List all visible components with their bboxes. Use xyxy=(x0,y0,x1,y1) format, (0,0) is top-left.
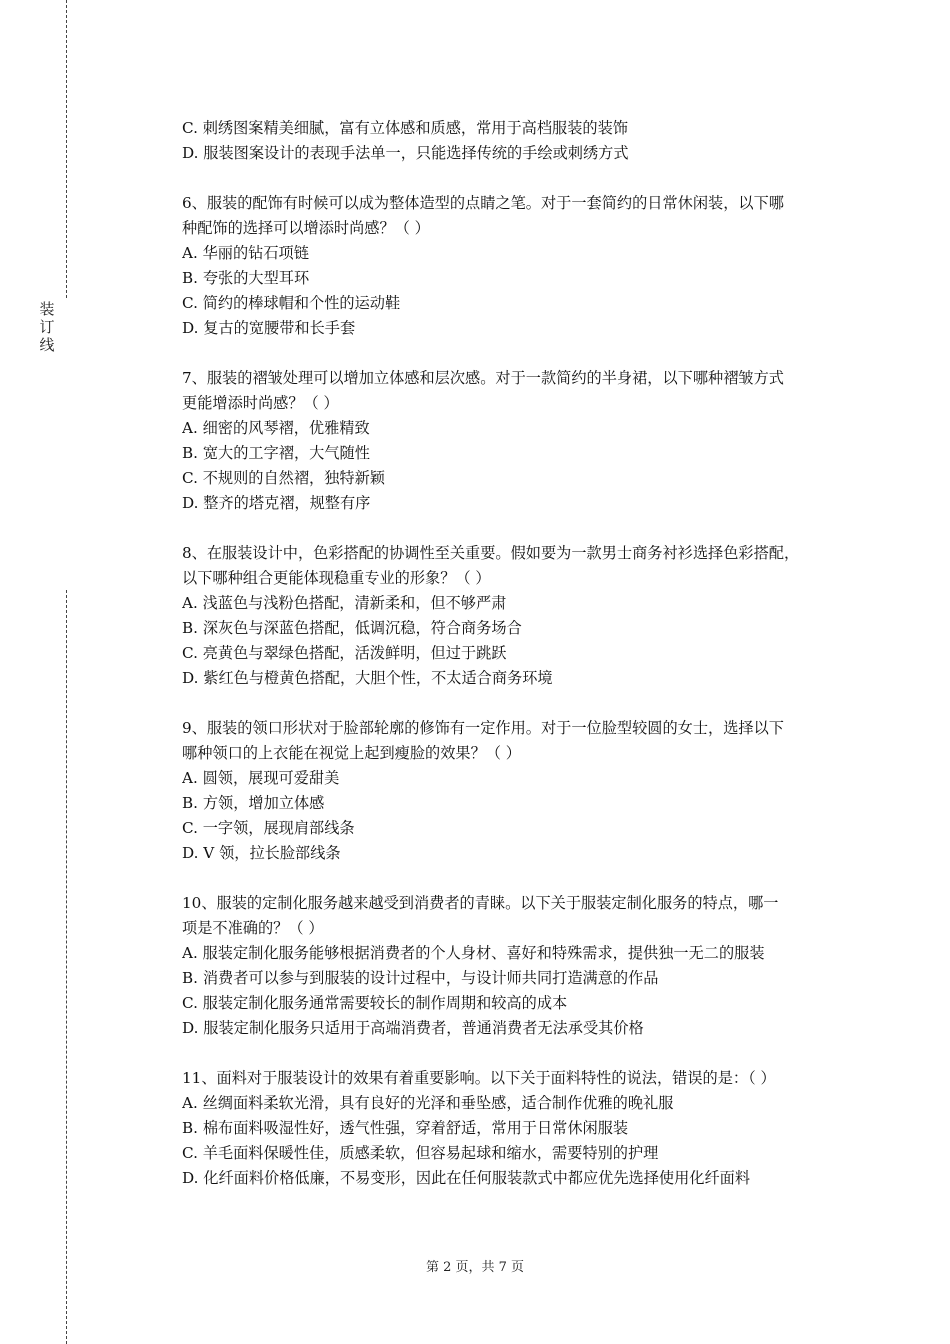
option-d: D. 服装定制化服务只适用于高端消费者，普通消费者无法承受其价格 xyxy=(182,1019,644,1037)
option-a: A. 华丽的钻石项链 xyxy=(182,244,309,262)
binding-label-char: 装 xyxy=(39,300,55,318)
option-c: C. 羊毛面料保暖性佳，质感柔软，但容易起球和缩水，需要特别的护理 xyxy=(182,1144,659,1162)
option-d: D. 紫红色与橙黄色搭配，大胆个性，不太适合商务环境 xyxy=(182,669,553,687)
question-stem: 哪种领口的上衣能在视觉上起到瘦脸的效果？（ ） xyxy=(182,744,521,762)
option-b: B. 深灰色与深蓝色搭配，低调沉稳，符合商务场合 xyxy=(182,619,522,637)
question-8 xyxy=(182,541,842,691)
option-d: D. 化纤面料价格低廉，不易变形，因此在任何服装款式中都应优先选择使用化纤面料 xyxy=(182,1169,751,1187)
question-stem: 种配饰的选择可以增添时尚感？（ ） xyxy=(182,219,430,237)
option-c: C. 服装定制化服务通常需要较长的制作周期和较高的成本 xyxy=(182,994,568,1012)
binding-label-char: 订 xyxy=(39,318,55,336)
option-a: A. 浅蓝色与浅粉色搭配，清新柔和，但不够严肃 xyxy=(182,594,507,612)
question-stem: 7、服装的褶皱处理可以增加立体感和层次感。对于一款简约的半身裙，以下哪种褶皱方式 xyxy=(182,369,784,387)
option-d: D. 整齐的塔克褶，规整有序 xyxy=(182,494,371,512)
binding-dashed-line-bottom xyxy=(66,590,67,1344)
question-6 xyxy=(182,191,842,341)
option-d: D. 服装图案设计的表现手法单一，只能选择传统的手绘或刺绣方式 xyxy=(182,144,629,162)
binding-dashed-line-top xyxy=(66,0,67,298)
option-b: B. 消费者可以参与到服装的设计过程中，与设计师共同打造满意的作品 xyxy=(182,969,659,987)
question-stem: 项是不准确的？（ ） xyxy=(182,919,324,937)
option-a: A. 丝绸面料柔软光滑，具有良好的光泽和垂坠感，适合制作优雅的晚礼服 xyxy=(182,1094,674,1112)
page-number-footer: 第 2 页，共 7 页 xyxy=(425,1260,525,1275)
question-11 xyxy=(182,1066,842,1191)
question-stem: 6、服装的配饰有时候可以成为整体造型的点睛之笔。对于一套简约的日常休闲装，以下哪 xyxy=(182,194,784,212)
option-b: B. 夸张的大型耳环 xyxy=(182,269,310,287)
option-d: D. 复古的宽腰带和长手套 xyxy=(182,319,356,337)
carryover-options xyxy=(182,116,842,166)
option-b: B. 棉布面料吸湿性好，透气性强，穿着舒适，常用于日常休闲服装 xyxy=(182,1119,629,1137)
question-stem: 9、服装的领口形状对于脸部轮廓的修饰有一定作用。对于一位脸型较圆的女士，选择以下 xyxy=(182,719,784,737)
option-d: D. V 领，拉长脸部线条 xyxy=(182,844,341,862)
question-stem: 以下哪种组合更能体现稳重专业的形象？（ ） xyxy=(182,569,491,587)
question-content xyxy=(182,116,842,1191)
question-stem: 更能增添时尚感？（ ） xyxy=(182,394,339,412)
option-c: C. 不规则的自然褶，独特新颖 xyxy=(182,469,385,487)
question-stem: 8、在服装设计中，色彩搭配的协调性至关重要。假如要为一款男士商务衬衫选择色彩搭配， xyxy=(182,544,800,562)
option-c: C. 一字领，展现肩部线条 xyxy=(182,819,355,837)
option-b: B. 方领，增加立体感 xyxy=(182,794,325,812)
option-c: C. 简约的棒球帽和个性的运动鞋 xyxy=(182,294,401,312)
binding-label xyxy=(37,300,57,354)
option-c: C. 亮黄色与翠绿色搭配，活泼鲜明，但过于跳跃 xyxy=(182,644,507,662)
option-a: A. 细密的风琴褶，优雅精致 xyxy=(182,419,370,437)
question-10 xyxy=(182,891,842,1041)
question-stem: 11、面料对于服装设计的效果有着重要影响。以下关于面料特性的说法，错误的是：（ ） xyxy=(182,1069,776,1087)
option-c: C. 刺绣图案精美细腻，富有立体感和质感，常用于高档服装的装饰 xyxy=(182,119,628,137)
question-7 xyxy=(182,366,842,516)
option-a: A. 圆领，展现可爱甜美 xyxy=(182,769,340,787)
question-9 xyxy=(182,716,842,866)
binding-label-char: 线 xyxy=(39,336,55,354)
option-b: B. 宽大的工字褶，大气随性 xyxy=(182,444,370,462)
option-a: A. 服装定制化服务能够根据消费者的个人身材、喜好和特殊需求，提供独一无二的服装 xyxy=(182,944,765,962)
question-stem: 10、服装的定制化服务越来越受到消费者的青睐。以下关于服装定制化服务的特点，哪一 xyxy=(182,894,779,912)
